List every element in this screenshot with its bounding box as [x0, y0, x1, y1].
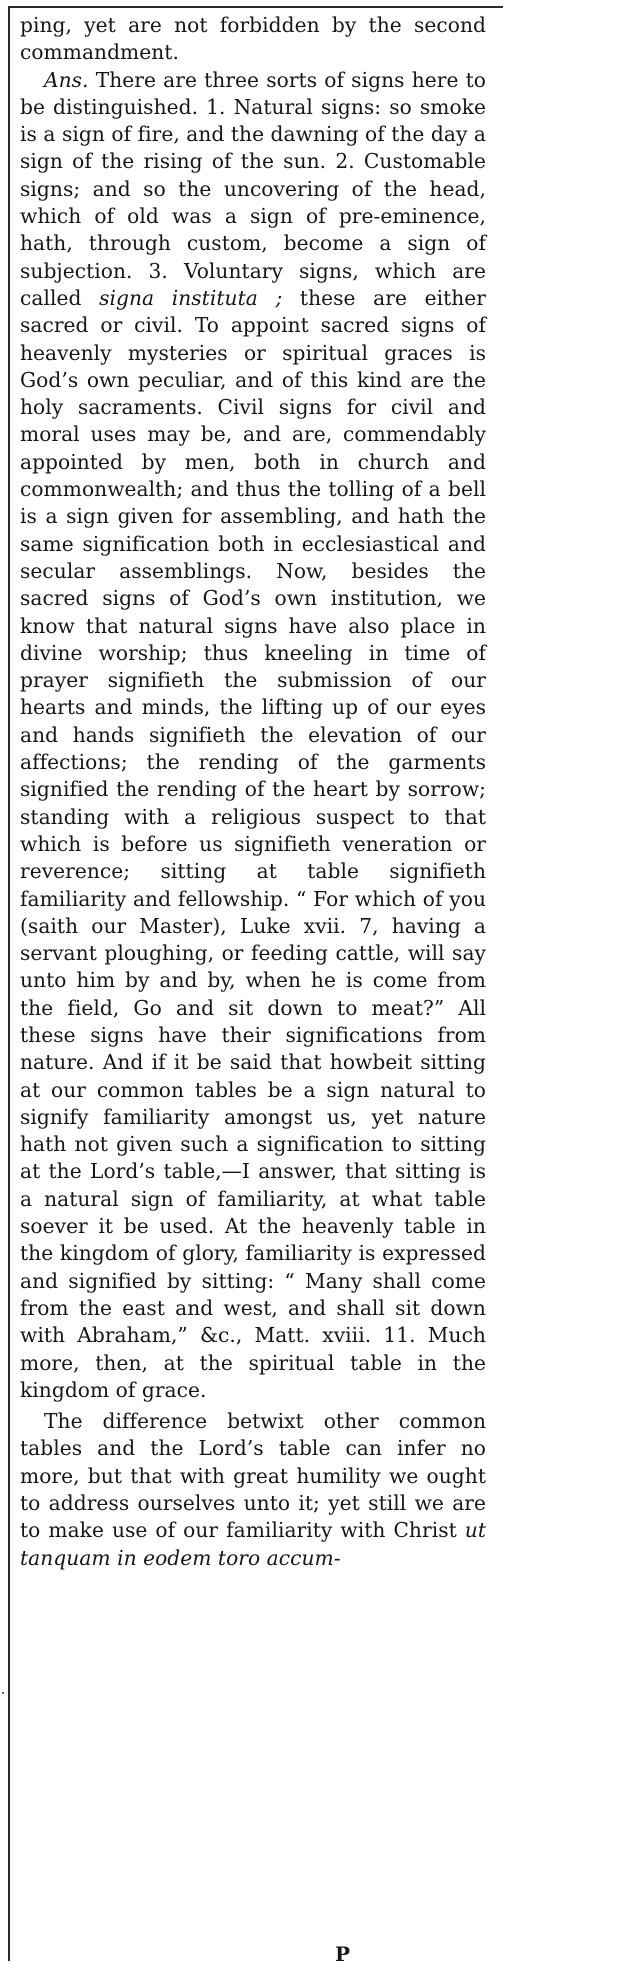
difference-text: The difference betwixt other common tables and the Lord’s table can infer no more, but that with great humility we ought to address ourselves unto it; yet still we are to make use of our familiarity with Christ	[20, 1409, 486, 1543]
answer-label: Ans.	[44, 67, 89, 92]
signature-mark: P	[335, 1942, 351, 1966]
difference-italic-phrase: ut tanquam in eodem toro accum-	[20, 1518, 486, 1570]
answer-italic-term: signa instituta ;	[99, 285, 283, 310]
left-margin-rule	[8, 6, 10, 1961]
top-rule	[8, 6, 503, 8]
paragraph-continuation-text: ping, yet are not forbidden by the second commandment.	[20, 13, 486, 65]
paragraph-difference	[20, 1408, 486, 1572]
answer-text-part-1: There are three sorts of signs here to be distinguished. 1. Natural signs: so smoke is a sign of fire, and the dawning of the day a sign of the rising of the sun. 2. Customable signs; and so the uncovering of the head, which of old was a sign of pre-eminence, hath, through custom, become a sign of subjection. 3. Voluntary signs, which are called	[20, 67, 486, 310]
answer-text-part-2: these are either sacred or civil. To appoint sacred signs of heavenly mysteries or spiritual graces is God’s own peculiar, and of this kind are the holy sacraments. Civil signs for civil and moral uses may be, and are, commendably appointed by men, both in church and commonwealth; and thus the tolling of a bell is a sign given for assembling, and hath the same signification both in ecclesiastical and secular assemblings. Now, besides the sacred signs of God’s own institution, we know that natural signs have also place in divine worship; thus kneeling in time of prayer signifieth the submission of our hearts and minds, the lifting up of our eyes and hands signifieth the elevation of our affections; the rending of the garments signified the rending of the heart by sorrow; standing with a religious suspect to that which is before us signifieth veneration or reverence; sitting at table signifieth familiarity and fellowship. “ For which of you (saith our Master), Luke xvii. 7, having a servant ploughing, or feeding cattle, will say unto him by and by, when he is come from the field, Go and sit down to meat?” All these signs have their significations from nature. And if it be said that howbeit sitting at our common tables be a sign natural to signify familiarity amongst us, yet nature hath not given such a signification to sitting at the Lord’s table,—I answer, that sitting is a natural sign of familiarity, at what table soever it be used. At the heavenly table in the kingdom of glory, familiarity is expressed and signified by sitting: “ Many shall come from the east and west, and shall sit down with Abraham,” &c., Matt. xviii. 11. Much more, then, at the spiritual table in the kingdom of grace.	[20, 285, 486, 1402]
paragraph-answer	[20, 67, 486, 1405]
page-body	[20, 12, 486, 1572]
paragraph-continuation	[20, 12, 486, 67]
margin-speck	[2, 1692, 4, 1694]
